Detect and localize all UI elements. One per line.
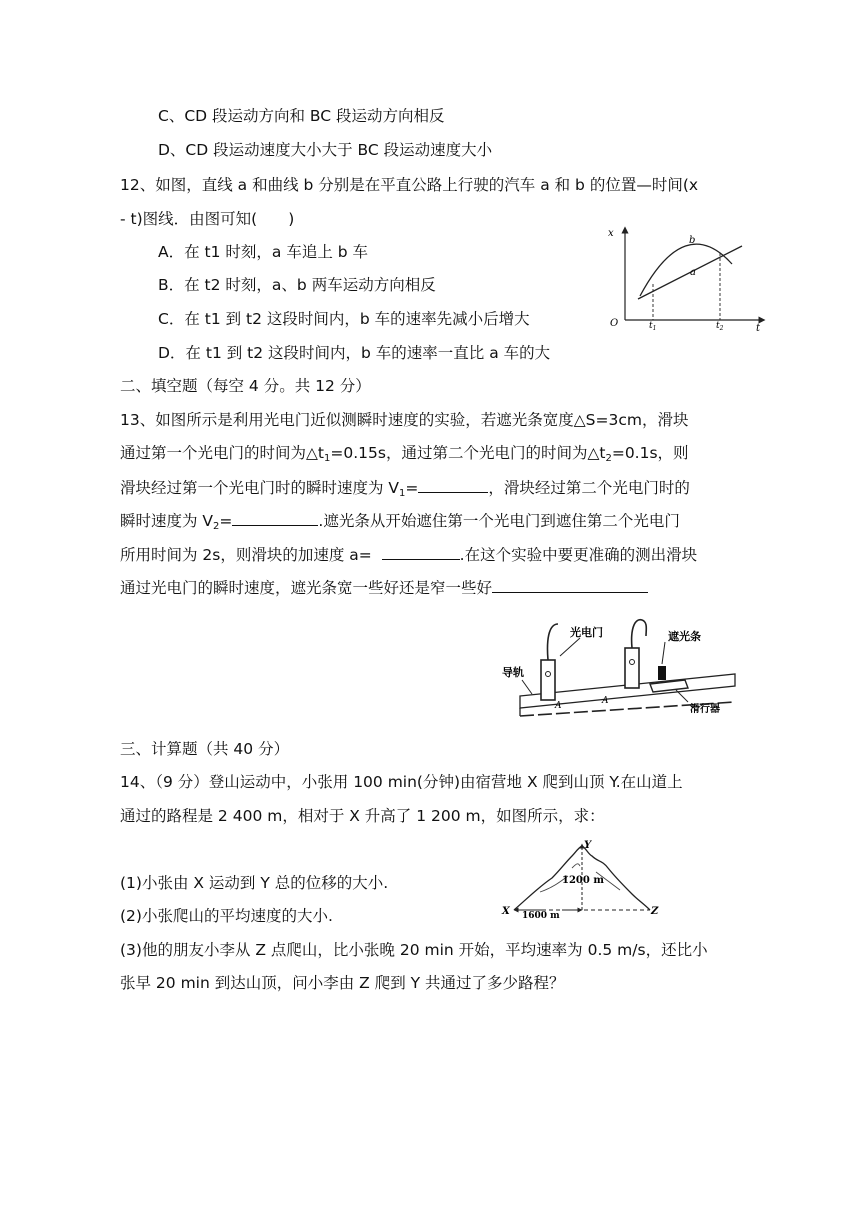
q13-line1: 13、如图所示是利用光电门近似测瞬时速度的实验，若遮光条宽度△S=3cm，滑块 — [120, 411, 689, 429]
label-shading-strip: 遮光条 — [668, 630, 701, 643]
mountain-figure — [500, 838, 670, 922]
q12-option-d: D．在 t1 到 t2 这段时间内，b 车的速率一直比 a 车的大 — [158, 344, 551, 362]
label-distance: 1600 m — [522, 911, 560, 921]
photogate-2 — [625, 648, 639, 688]
label-y: Y — [584, 840, 592, 851]
answer-blank-width[interactable] — [492, 577, 648, 593]
q12-option-a: A．在 t1 时刻，a 车追上 b 车 — [158, 243, 369, 261]
q14-part3-line1: (3)他的朋友小李从 Z 点爬山，比小张晚 20 min 开始，平均速率为 0.5 m/s，还比小 — [120, 941, 708, 959]
label-x: X — [502, 906, 510, 917]
q13-line2: 通过第一个光电门的时间为$\triangle t_1=0.15s$，通过第二个光电门的时间为$\triangle t_2=0.1s$，则 — [120, 444, 689, 464]
t1-tick-label: $t_1$ — [649, 321, 657, 332]
line-a-label: a — [690, 267, 696, 278]
section-2-heading: 二、填空题（每空 4 分。共 12 分） — [120, 377, 371, 395]
label-height: 1200 m — [562, 875, 604, 886]
label-photogate: 光电门 — [570, 626, 603, 639]
q13-line3: 滑块经过第一个光电门时的瞬时速度为 $V_1=$ ，滑块经过第二个光电门时的 — [120, 479, 690, 499]
q13-line6: 通过光电门的瞬时速度，遮光条宽一些好还是窄一些好 — [120, 577, 648, 598]
answer-blank-v1[interactable] — [418, 477, 488, 493]
graph-y-label: x — [608, 228, 614, 239]
answer-blank-acceleration[interactable] — [382, 544, 460, 560]
q12-option-b: B．在 t2 时刻，a、b 两车运动方向相反 — [158, 276, 436, 294]
label-rail: 导轨 — [502, 666, 524, 679]
mark-a-1: A — [555, 701, 562, 711]
label-z: Z — [651, 906, 659, 917]
q12-stem-line1: 12、如图，直线 a 和曲线 b 分别是在平直公路上行驶的汽车 a 和 b 的位置—时间(x — [120, 176, 699, 194]
q13-line5: 所用时间为 2s，则滑块的加速度 a= .在这个实验中要更准确的测出滑块 — [120, 546, 698, 564]
q11-option-d: D、CD 段运动速度大小大于 BC 段运动速度大小 — [158, 141, 493, 159]
q12-stem-line2: - t)图线．由图可知( ) — [120, 210, 295, 228]
q14-line1: 14、（9 分）登山运动中，小张用 100 min(分钟)由宿营地 X 爬到山顶 Y.在山道上 — [120, 773, 683, 791]
q13-line4: 瞬时速度为 $V_2=$ .遮光条从开始遮住第一个光电门到遮住第二个光电门 — [120, 512, 680, 532]
q14-part3-line2: 张早 20 min 到达山顶，问小李由 Z 爬到 Y 共通过了多少路程？ — [120, 974, 565, 992]
t2-tick-label: $t_2$ — [716, 321, 724, 332]
mark-a-2: A — [602, 696, 609, 706]
answer-blank-v2[interactable] — [232, 510, 318, 526]
graph-origin-label: O — [610, 318, 619, 329]
q14-part2: (2)小张爬山的平均速度的大小. — [120, 907, 333, 925]
curve-b-label: b — [689, 235, 696, 246]
curve-b — [640, 244, 732, 296]
q12-option-c: C．在 t1 到 t2 这段时间内，b 车的速率先减小后增大 — [158, 310, 530, 328]
q14-line2: 通过的路程是 2 400 m，相对于 X 升高了 1 200 m，如图所示，求： — [120, 807, 605, 825]
q14-part1: (1)小张由 X 运动到 Y 总的位移的大小. — [120, 874, 389, 892]
graph-x-label: t — [756, 323, 761, 334]
photogate-apparatus-figure — [500, 616, 740, 722]
label-slider: 滑行器 — [690, 704, 720, 715]
q11-option-c: C、CD 段运动方向和 BC 段运动方向相反 — [158, 107, 445, 125]
photogate-1 — [541, 660, 555, 700]
section-3-heading: 三、计算题（共 40 分） — [120, 740, 290, 758]
shading-strip — [658, 666, 666, 680]
q12-xt-graph — [600, 224, 770, 334]
